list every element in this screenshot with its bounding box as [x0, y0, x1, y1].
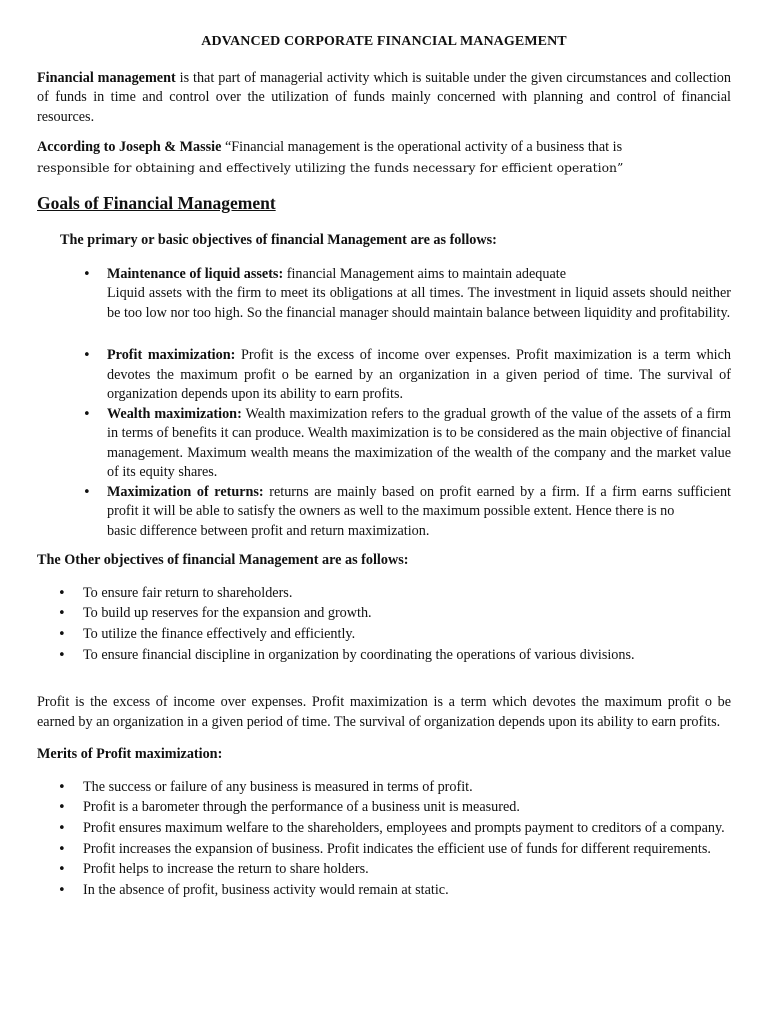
objective-continuation: Liquid assets with the firm to meet its obligations at all times. The investment in liquid assets should neither be too low nor too high. So the financial manager should maintain balance between liquidity and profitability. — [107, 285, 731, 321]
list-item — [37, 483, 731, 542]
quote-attribution: According to Joseph & Massie — [37, 139, 222, 155]
objective-label: Maximization of returns: — [107, 483, 264, 500]
other-objectives-heading: The Other objectives of financial Management are as follows: — [37, 552, 409, 568]
objective-label: Profit maximization: — [107, 347, 236, 363]
goals-heading: Goals of Financial Management — [37, 193, 276, 213]
merits-list — [37, 778, 731, 901]
list-item: • Profit is a barometer through the performance of a business unit is measured. — [37, 798, 731, 818]
objective-label: Maintenance of liquid assets: — [107, 265, 284, 282]
document-page — [37, 32, 731, 902]
quote-line-2: responsible for obtaining and effectively utilizing the funds necessary for efficient operation” — [37, 159, 624, 175]
primary-objectives-list — [37, 265, 731, 542]
list-item: • To utilize the finance effectively and efficiently. — [37, 625, 731, 645]
list-item: • To ensure fair return to shareholders. — [37, 584, 731, 604]
objective-label: Wealth maximization: — [107, 405, 242, 422]
list-item: • Profit ensures maximum welfare to the shareholders, employees and prompts payment to creditors of a company. — [37, 819, 731, 839]
list-item — [37, 265, 731, 324]
document-title: ADVANCED CORPORATE FINANCIAL MANAGEMENT — [201, 34, 567, 49]
objective-text: Wealth maximization refers to the gradual growth of the value of the assets of a firm in terms of benefits it can produce. Wealth maximization is to be considered as the main objective of financial management. Maximum wealth means the maximization of the wealth of the company and the market value of its equity shares. — [107, 405, 732, 480]
list-item: • In the absence of profit, business activity would remain at static. — [37, 881, 731, 901]
list-item: • The success or failure of any business is measured in terms of profit. — [37, 778, 731, 798]
objective-text: financial Management aims to maintain adequate — [283, 265, 567, 282]
objective-continuation: basic difference between profit and return maximization. — [107, 522, 430, 539]
merits-heading: Merits of Profit maximization: — [37, 746, 223, 763]
list-item — [37, 405, 731, 483]
other-objectives-list — [37, 584, 731, 666]
profit-paragraph: Profit is the excess of income over expenses. Profit maximization is a term which devotes the maximum profit o be earned by an organization in a given period of time. The survival of organization depends upon its ability to earn profits. — [37, 694, 731, 730]
list-item: • Profit helps to increase the return to share holders. — [37, 860, 731, 880]
intro-term: Financial management — [37, 69, 176, 86]
quote-paragraph — [37, 138, 731, 178]
list-item: • To ensure financial discipline in organization by coordinating the operations of various divisions. — [37, 646, 731, 666]
list-item: • Profit increases the expansion of business. Profit indicates the efficient use of funds for different requirements. — [37, 840, 731, 860]
list-item: • To build up reserves for the expansion and growth. — [37, 604, 731, 624]
objective-text: returns are mainly based on profit earned by a firm. If a firm earns sufficient profit it will be able to satisfy the owners as well to the maximum possible extent. Hence there is no — [107, 483, 731, 519]
intro-text: is that part of managerial activity which is suitable under the given circumstances and collection of funds in time and control over the utilization of funds mainly concerned with planning and control of financial resources. — [37, 69, 731, 125]
quote-line-1: “Financial management is the operational activity of a business that is — [221, 139, 623, 155]
list-item — [37, 346, 731, 405]
primary-objectives-intro: The primary or basic objectives of financial Management are as follows: — [60, 232, 497, 248]
intro-paragraph — [37, 69, 731, 128]
objective-text: Profit is the excess of income over expenses. Profit maximization is a term which devotes the maximum profit o be earned by an organization in a given period of time. The survival of organization depends upon its ability to earn profits. — [107, 347, 731, 402]
